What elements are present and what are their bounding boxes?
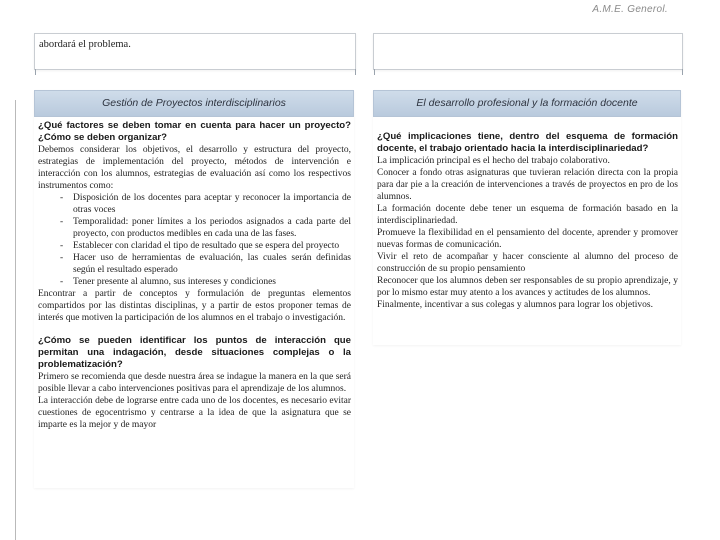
list-item: - Tener presente al alumno, sus intereses y condiciones <box>38 276 351 288</box>
left-paragraph-4: La interacción debe de lograrse entre cada uno de los docentes, es necesario evitar cuestiones de egocentrismo y centrarse a la idea de que la asignatura que se imparte es la mejor y de mayor <box>38 396 351 430</box>
right-paragraph: Conocer a fondo otras asignaturas que tuvieran relación directa con la propia para dar pie a la creación de intervenciones a través de proyectos en pro de los alumnos. <box>377 168 678 202</box>
left-paragraph-1: Debemos considerar los objetivos, el desarrollo y estructura del proyecto, estrategias de implementación del proyecto, métodos de intervención e interacción con los alumnos, estrategias de evaluación así como los respectivos instrumentos como: <box>38 145 351 191</box>
box-tick <box>374 69 375 75</box>
left-column <box>34 90 354 488</box>
top-left-box <box>34 33 356 70</box>
page-divider <box>15 100 16 540</box>
left-question-1: ¿Qué factores se deben tomar en cuenta para hacer un proyecto? ¿Cómo se deben organizar? <box>38 120 351 143</box>
box-tick <box>355 69 356 75</box>
left-paragraph-3: Primero se recomienda que desde nuestra área se indague la manera en la que será posible llevar a cabo intervenciones positivas para el aprendizaje de los alumnos. <box>38 372 351 394</box>
list-item: - Establecer con claridad el tipo de resultado que se espera del proyecto <box>38 240 351 252</box>
right-paragraph: La implicación principal es el hecho del trabajo colaborativo. <box>377 156 610 166</box>
list-item: - Temporalidad: poner límites a los periodos asignados a cada parte del proyecto, con productos medibles en cada una de las fases. <box>38 216 351 240</box>
right-question-1: ¿Qué implicaciones tiene, dentro del esquema de formación docente, el trabajo orientado hacia la interdisciplinariedad? <box>377 131 678 154</box>
right-paragraph: Vivir el reto de acompañar y hacer consciente al alumno del proceso de construcción de su propio pensamiento <box>377 252 678 274</box>
right-paragraph: Promueve la flexibilidad en el pensamiento del docente, aprender y promover nuevas formas de comunicación. <box>377 228 678 250</box>
right-column-body <box>373 117 681 311</box>
right-paragraph: Reconocer que los alumnos deben ser responsables de su propio aprendizaje, y por lo mismo estar muy atento a los avances y actitudes de los alumnos. <box>377 276 678 298</box>
right-paragraph: Finalmente, incentivar a sus colegas y alumnos para lograr los objetivos. <box>377 300 653 310</box>
right-column <box>373 90 681 345</box>
left-column-body <box>34 117 354 431</box>
list-item: - Disposición de los docentes para aceptar y reconocer la importancia de otras voces <box>38 192 351 216</box>
top-right-box <box>373 33 683 70</box>
top-left-text: abordará el problema. <box>39 39 131 50</box>
left-bullet-list <box>38 192 351 288</box>
right-paragraph: La formación docente debe tener un esquema de formación basado en la interdisciplinariedad. <box>377 204 678 226</box>
left-question-2: ¿Cómo se pueden identificar los puntos de interacción que permitan una indagación, desde situaciones complejas o la problematización? <box>38 335 351 370</box>
right-column-title: El desarrollo profesional y la formación docente <box>373 90 681 117</box>
box-tick <box>682 69 683 75</box>
left-column-title: Gestión de Proyectos interdisciplinarios <box>34 90 354 117</box>
left-paragraph-2: Encontrar a partir de conceptos y formulación de preguntas elementos compartidos por las distintas disciplinas, y a partir de estos proponer temas de interés que motiven la participación de los alumnos en el trabajo o investigación. <box>38 289 351 323</box>
box-tick <box>35 69 36 75</box>
list-item: - Hacer uso de herramientas de evaluación, las cuales serán definidas según el resultado esperado <box>38 252 351 276</box>
header-note: A.M.E. Generol. <box>592 4 668 15</box>
